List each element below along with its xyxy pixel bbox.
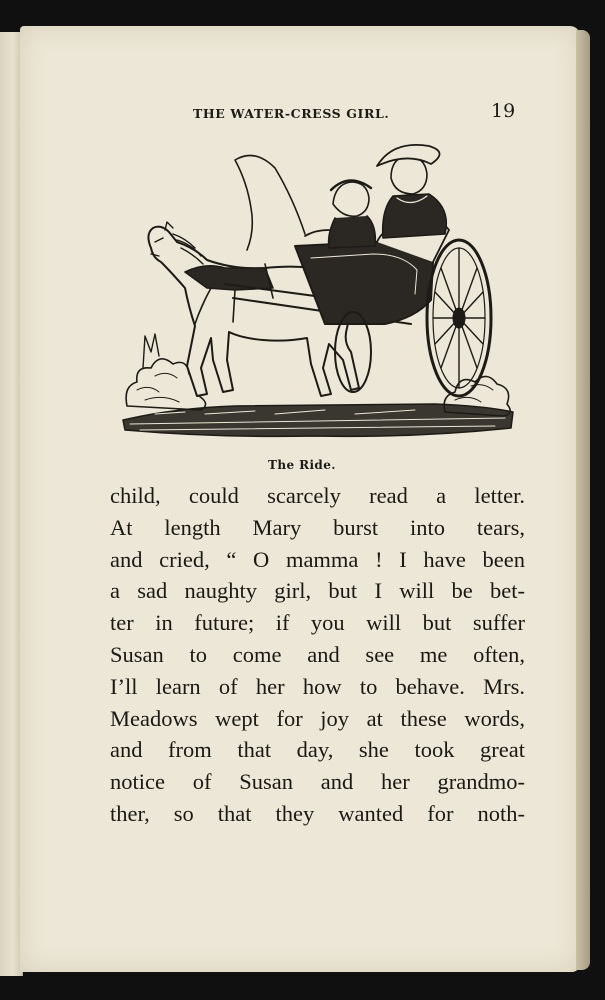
text-line: I’ll learn of her how to behave. Mrs.: [110, 673, 525, 699]
whip: [235, 156, 305, 251]
woodcut-illustration: [115, 138, 520, 448]
text-line: and cried, “ O mamma ! I have been: [110, 546, 525, 572]
text-line: child, could scarcely read a letter.: [110, 483, 525, 508]
text-line: notice of Susan and her grandmo-: [110, 769, 525, 795]
page-number: 19: [491, 100, 516, 122]
text-line: Susan to come and see me often,: [110, 641, 525, 667]
page-fore-edge: [576, 30, 590, 970]
body-text: [110, 480, 525, 830]
bush-left-tall: [143, 334, 159, 368]
woman-passenger: [391, 156, 427, 194]
text-line: Meadows wept for joy at these words,: [110, 705, 525, 731]
text-line: ther, so that they wanted for noth-: [110, 800, 525, 826]
text-line: and from that day, she took great: [110, 737, 525, 763]
running-head: THE WATER-CRESS GIRL.: [193, 106, 390, 121]
text-line: ter in future; if you will but suffer: [110, 610, 525, 636]
text-line: At length Mary burst into tears,: [110, 514, 525, 540]
child-driver: [333, 182, 369, 216]
carriage-wheel: [427, 240, 491, 396]
text-line: a sad naughty girl, but I will be bet-: [110, 578, 525, 604]
illustration-caption: The Ride.: [268, 458, 336, 472]
